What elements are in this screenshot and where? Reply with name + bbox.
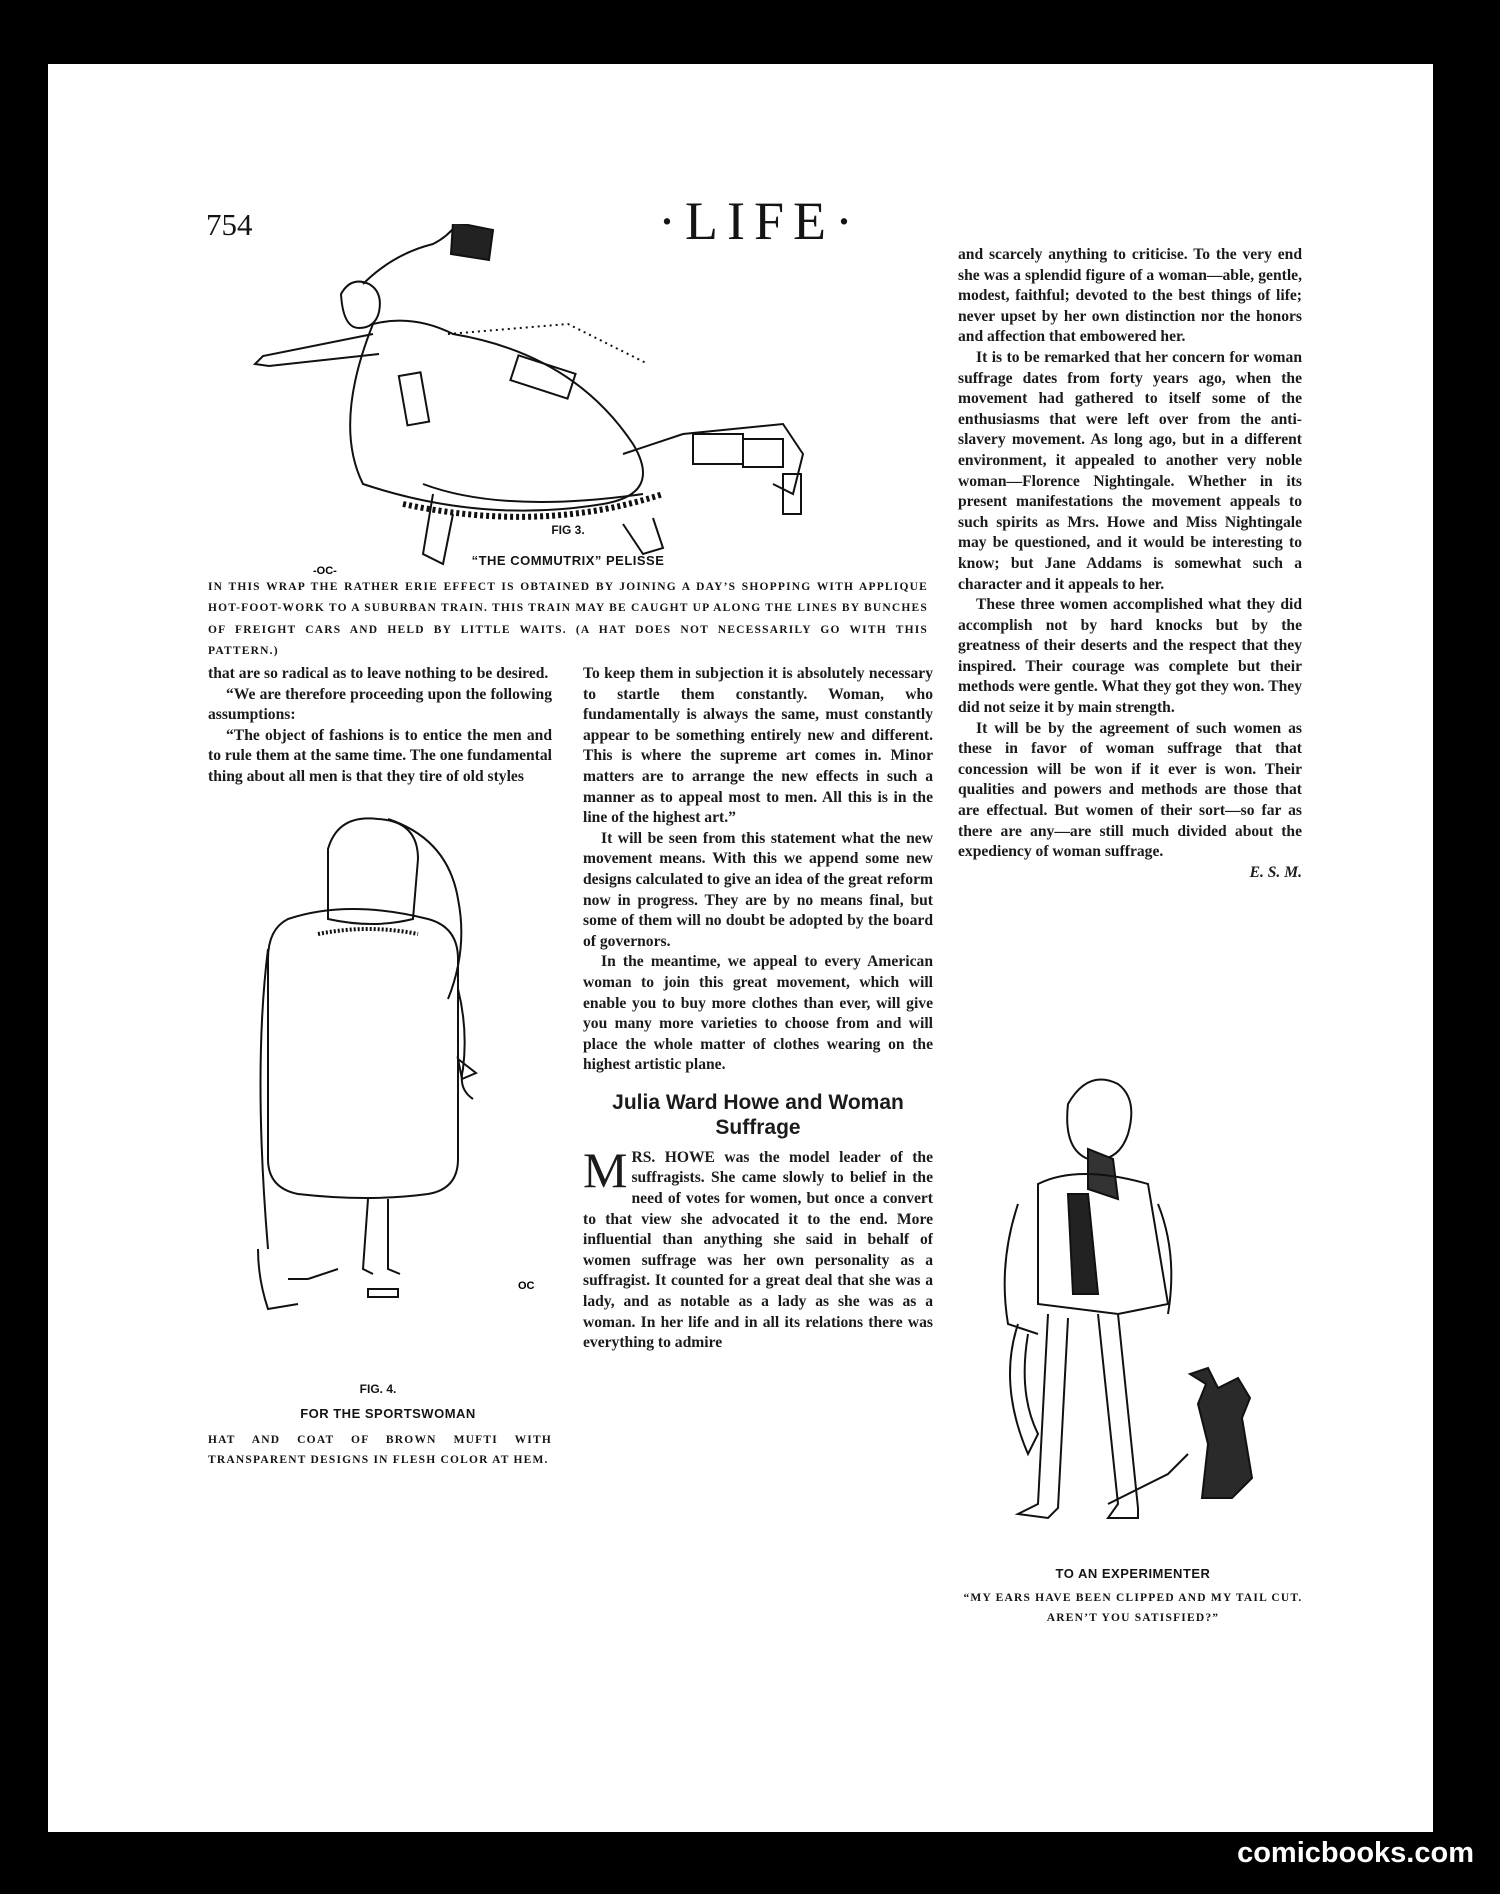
column-right [958,245,1302,883]
figure4-title: FOR THE SPORTSWOMAN [300,1406,476,1421]
figure3-title: “THE COMMUTRIX” PELISSE [471,553,665,568]
figure5-title: TO AN EXPERIMENTER [1055,1566,1211,1581]
middle-paragraph: To keep them in subjection it is absolutely necessary to startle them constantly. Woman, who fundamentally is always the same, must constantly appear to be something entirely new and different. This is where the supreme art comes in. Minor matters are to arrange the new effects in such a manner as to appeal most to men. All this is in the line of the highest art.” [583,665,933,827]
masthead: ·LIFE· [658,191,862,251]
article-dropcap: M [583,1141,628,1198]
column-middle [583,664,933,1354]
right-paragraph: and scarcely anything to criticise. To the very end she was a splendid figure of a woman—able, gentle, modest, faithful; devoted to the best things of life; never upset by her own distinction nor the honors and affection that embowered her. [958,246,1302,346]
left-paragraph: “The object of fashions is to entice the men and to rule them at the same time. The one fundamental thing about all men is that they tire of old styles [208,726,552,785]
right-paragraph: These three women accomplished what they did accomplish not by hard knocks but by the greatness of their deserts and the respect that they inspired. Their courage was complete but their methods were gentle. What they got they won. They did not seize it by main strength. [958,596,1302,717]
figure3-label: FIG 3. [551,523,585,537]
figure4-label: FIG. 4. [359,1382,397,1396]
article-first-word: RS. HOWE [631,1148,715,1166]
left-paragraph: that are so radical as to leave nothing to be desired. [208,665,549,682]
article-first-paragraph: was the model leader of the suffragists. She came slowly to belief in the need of votes for women, but once a convert to that view she advocated it to the end. More influential than anything she said in behalf of women suffrage was her own personality as a suffragist. It counted for a great deal that she was a lady, and as notable as a lady as she was as a woman. In her life and in all its relations there was everything to admire [583,1148,934,1352]
figure5-illustration [958,1064,1298,1564]
figure3-artist-mark: -OC- [313,565,337,577]
figure4-illustration [248,809,548,1324]
article-headline: Julia Ward Howe and Woman Suffrage [612,1090,904,1139]
middle-paragraph: In the meantime, we appeal to every American woman to join this great movement, which will enable you to buy more clothes than ever, will give you many more varieties to choose from and will place the whole matter of clothes wearing on the highest artistic plane. [583,953,933,1074]
middle-paragraph: It will be seen from this statement what the new movement means. With this we append some new designs calculated to give an idea of the great reform now in progress. They are by no means final, but some of them will no doubt be adopted by the board of governors. [583,829,933,950]
left-paragraph: “We are therefore proceeding upon the following assumptions: [208,685,552,724]
article-signature: E. S. M. [1249,863,1302,881]
watermark: comicbooks.com [1237,1837,1474,1869]
figure4-artist-mark: OC [518,1280,535,1292]
figure3-caption: IN THIS WRAP THE RATHER ERIE EFFECT IS OBTAINED BY JOINING A DAY’S SHOPPING WITH APPLIQUE HOT-FOOT-WORK TO A SUBURBAN TRAIN. THIS TRAIN MAY BE CAUGHT UP ALONG THE LINES BY BUNCHES OF FREIGHT CARS AND HELD BY LITTLE WAITS. (A HAT DOES NOT NECESSARILY GO WITH THIS PATTERN.) [208,581,928,658]
figure5-caption: “MY EARS HAVE BEEN CLIPPED AND MY TAIL CUT. AREN’T YOU SATISFIED?” [963,1592,1303,1624]
right-paragraph: It will be by the agreement of such women as these in favor of woman suffrage that that concession will be won if it ever is won. Their qualities and powers and methods are those that are effectual. But women of their sort—so far as there are any—are still much divided about the expediency of woman suffrage. [958,719,1302,861]
magazine-page [48,64,1433,1832]
column-left [208,664,552,788]
right-paragraph: It is to be remarked that her concern for woman suffrage dates from forty years ago, when the movement had gathered to itself some of the enthusiasms that were left over from the anti-slavery movement. As long ago, but in a different environment, it appealed to another very noble woman—Florence Nightingale. Whether in its present manifestations the movement appeals to such spirits as Mrs. Howe and Miss Nightingale may be questioned, and it would be interesting to know; but Jane Addams is somewhat such a character and it appeals to her. [958,348,1302,593]
figure4-caption: HAT AND COAT OF BROWN MUFTI WITH TRANSPARENT DESIGNS IN FLESH COLOR AT HEM. [208,1434,552,1466]
page-number: 754 [206,207,253,242]
